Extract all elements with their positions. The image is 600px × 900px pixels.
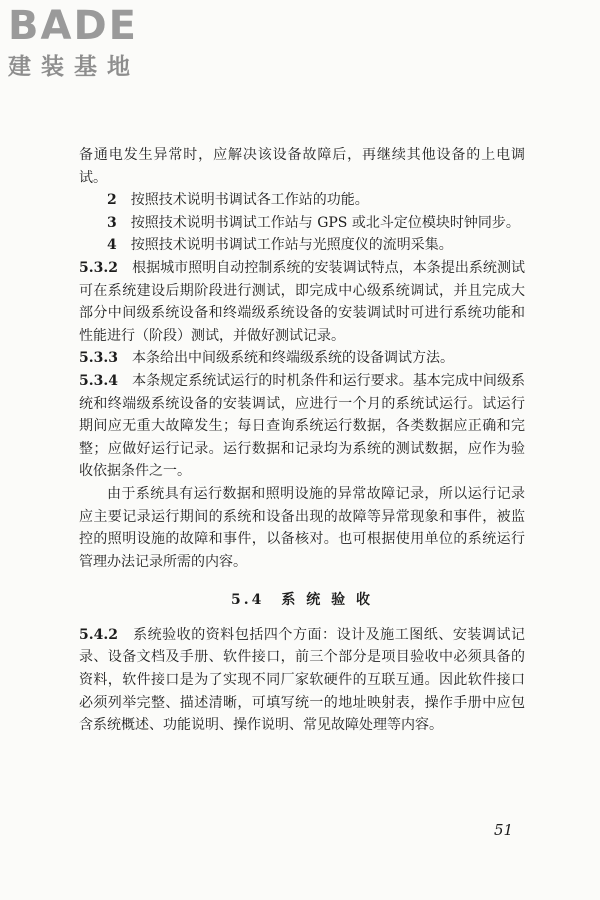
paragraph-run-records: 由于系统具有运行数据和照明设施的异常故障记录，所以运行记录应主要记录运行期间的系统和设备出现的故障等异常现象和事件，被监控的照明设施的故障和事件，以备核对。也可根据使用单位的系统运行管理办法记录所需的内容。 <box>79 485 525 570</box>
item-number: 3 <box>107 214 117 231</box>
clause-number: 5.3.4 <box>79 372 118 389</box>
clause-number: 5.3.2 <box>79 259 118 276</box>
clause-number: 5.3.3 <box>79 350 118 367</box>
clause-text: 本条给出中间级系统和终端级系统的设备调试方法。 <box>131 350 454 367</box>
paragraph-continuation: 备通电发生异常时，应解决该设备故障后，再继续其他设备的上电调试。 <box>79 147 525 186</box>
list-item-3 <box>79 212 525 235</box>
section-title: 5.4 系 统 验 收 <box>231 592 373 609</box>
clause-text: 本条规定系统试运行的时机条件和运行要求。基本完成中间级系统和终端级系统设备的安装调试，应进行一个月的系统试运行。试运行期间应无重大故障发生；每日查询系统运行数据，各类数据应正确和完整；应做好运行记录。运行数据和记录均为系统的测试数据，应作为验收依据条件之一。 <box>79 372 526 480</box>
clause-5-3-4 <box>79 370 525 483</box>
clause-number: 5.4.2 <box>79 626 118 643</box>
clause-5-3-3 <box>79 347 525 370</box>
list-item-2 <box>79 189 525 212</box>
item-text: 按照技术说明书调试各工作站的功能。 <box>130 192 369 209</box>
item-number: 2 <box>107 192 117 209</box>
clause-text: 系统验收的资料包括四个方面：设计及施工图纸、安装调试记录、设备文档及手册、软件接口，前三个部分是项目验收中必须具备的资料，软件接口是为了实现不同厂家软硬件的互联互通。因此软件接口必须列举完整、描述清晰，可填写统一的地址映射表，操作手册中应包含系统概述、功能说明、操作说明、常见故障处理等内容。 <box>79 626 526 734</box>
item-number: 4 <box>107 237 117 254</box>
clause-5-3-2 <box>79 257 525 347</box>
clause-5-4-2 <box>79 624 525 737</box>
page-body <box>79 144 525 737</box>
logo-wordmark: BADE <box>8 3 138 49</box>
item-text: 按照技术说明书调试工作站与光照度仪的流明采集。 <box>130 237 453 254</box>
publisher-logo <box>8 4 178 82</box>
logo-subtitle: 建装基地 <box>8 54 140 80</box>
list-item-4 <box>79 234 525 257</box>
page-number: 51 <box>494 821 514 839</box>
clause-text: 根据城市照明自动控制系统的安装调试特点，本条提出系统测试可在系统建设后期阶段进行测试，即完成中心级系统调试，并且完成大部分中间级系统设备和终端级系统设备的安装调试时可进行系统功能和性能进行（阶段）测试，并做好测试记录。 <box>79 259 526 344</box>
item-text: 按照技术说明书调试工作站与 GPS 或北斗定位模块时钟同步。 <box>130 214 520 231</box>
